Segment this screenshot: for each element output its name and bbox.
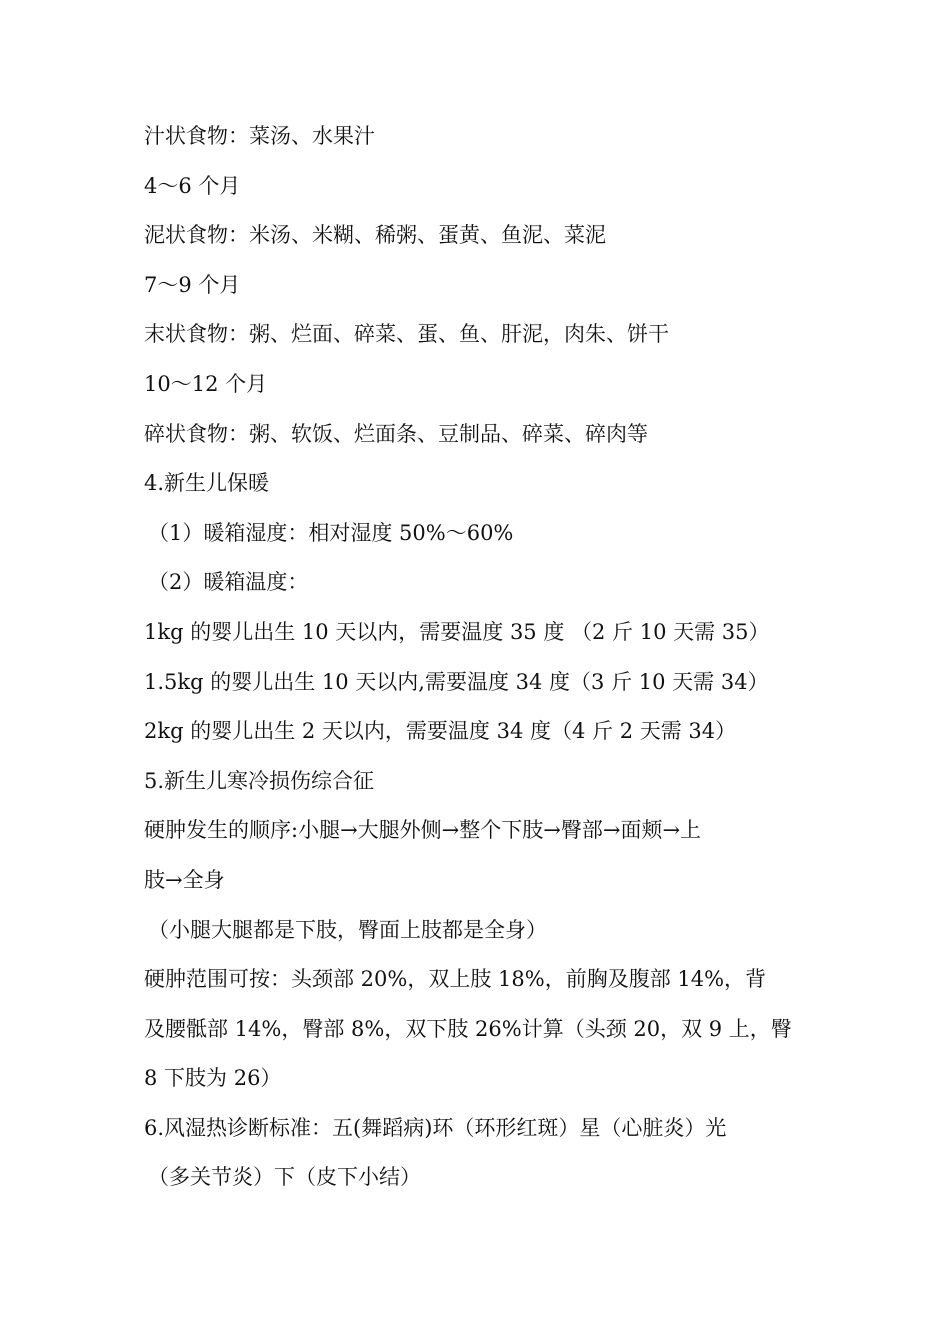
text-line: 末状食物：粥、烂面、碎菜、蛋、鱼、肝泥，肉朱、饼干	[144, 322, 669, 347]
text-line: 硬肿范围可按：头颈部 20%，双上肢 18%，前胸及腹部 14%，背	[144, 967, 767, 992]
text-line: 碎状食物：粥、软饭、烂面条、豆制品、碎菜、碎肉等	[144, 421, 648, 446]
text-line: （多关节炎）下（皮下小结）	[148, 1165, 421, 1190]
text-line: 1.5kg 的婴儿出生 10 天以内,需要温度 34 度（3 斤 10 天需 34）	[144, 669, 769, 694]
text-line: 8 下肢为 26）	[144, 1066, 282, 1091]
document-body	[144, 112, 809, 1203]
text-line: 4～6 个月	[144, 173, 241, 198]
section-heading: 4.新生儿保暖	[144, 471, 270, 496]
text-line: （2）暖箱温度：	[148, 570, 309, 595]
text-line: 肢→全身	[144, 867, 225, 892]
text-line: 10～12 个月	[144, 371, 268, 396]
text-line: 1kg 的婴儿出生 10 天以内，需要温度 35 度 （2 斤 10 天需 35）	[144, 619, 770, 644]
section-heading: 5.新生儿寒冷损伤综合征	[144, 768, 375, 793]
text-line: 汁状食物：菜汤、水果汁	[144, 124, 375, 148]
text-line: （小腿大腿都是下肢，臀面上肢都是全身）	[148, 917, 547, 942]
section-heading: 6.风湿热诊断标准：五(舞蹈病)环（环形红斑）星（心脏炎）光	[144, 1115, 727, 1140]
text-line: 硬肿发生的顺序:小腿→大腿外侧→整个下肢→臀部→面颊→上	[144, 818, 702, 843]
text-line: 泥状食物：米汤、米糊、稀粥、蛋黄、鱼泥、菜泥	[144, 223, 606, 248]
text-line: 及腰骶部 14%，臀部 8%，双下肢 26%计算（头颈 20，双 9 上，臀	[144, 1016, 792, 1041]
text-line: 7～9 个月	[144, 272, 241, 297]
text-line: （1）暖箱湿度：相对湿度 50%～60%	[148, 520, 514, 545]
text-line: 2kg 的婴儿出生 2 天以内，需要温度 34 度（4 斤 2 天需 34）	[144, 719, 737, 744]
